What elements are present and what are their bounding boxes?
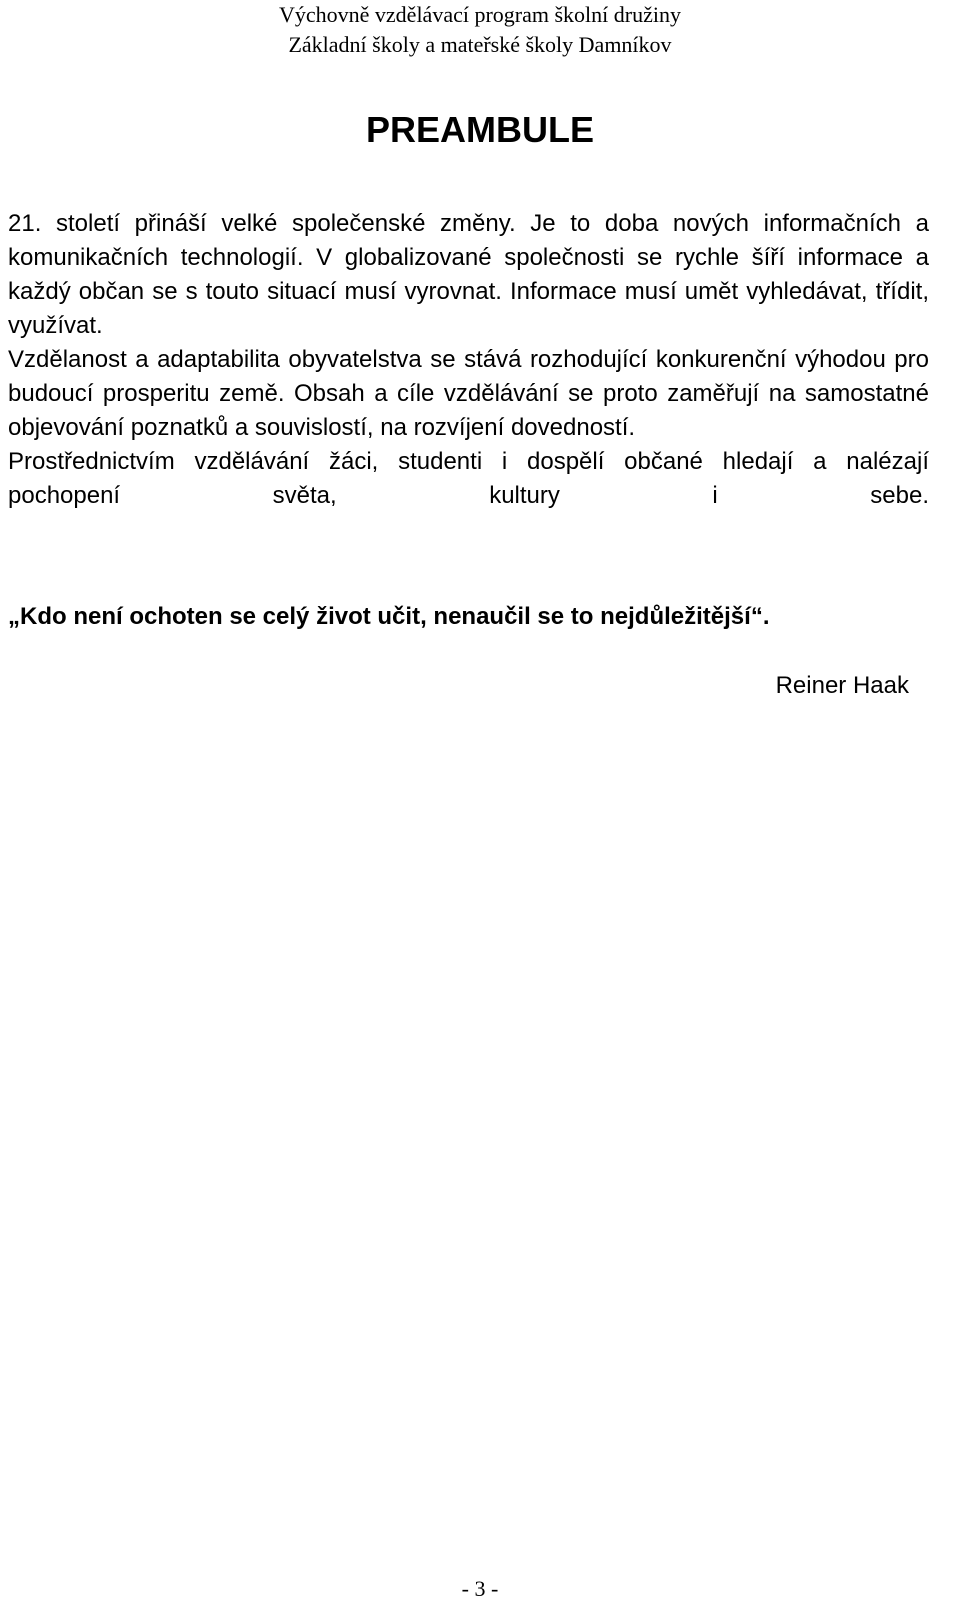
quote-author: Reiner Haak: [775, 672, 909, 699]
preamble-body: [8, 207, 929, 513]
paragraph-2: Vzdělanost a adaptabilita obyvatelstva se stává rozhodující konkurenční výhodou pro budoucí prosperitu země. Obsah a cíle vzdělávání se proto zaměřují na samostatné objevování poznatků a souvislostí, na rozvíjení dovedností.: [8, 346, 929, 441]
quote-text: „Kdo není ochoten se celý život učit, nenaučil se to nejdůležitější“.: [8, 603, 770, 630]
paragraph-1: 21. století přináší velké společenské změny. Je to doba nových informačních a komunikačních technologií. V globalizované společnosti se rychle šíří informace a každý občan se s touto situací musí vyrovnat. Informace musí umět vyhledávat, třídit, využívat.: [8, 210, 929, 339]
paragraph-3: Prostřednictvím vzdělávání žáci, studenti i dospělí občané hledají a nalézají pochopení světa, kultury i sebe.: [8, 448, 929, 509]
header-program-title: Výchovně vzdělávací program školní družiny: [279, 2, 681, 27]
header-school-name: Základní školy a mateřské školy Damníkov: [288, 32, 672, 57]
page-number: - 3 -: [461, 1576, 499, 1601]
running-header: [0, 0, 960, 60]
page-title: PREAMBULE: [365, 109, 594, 150]
